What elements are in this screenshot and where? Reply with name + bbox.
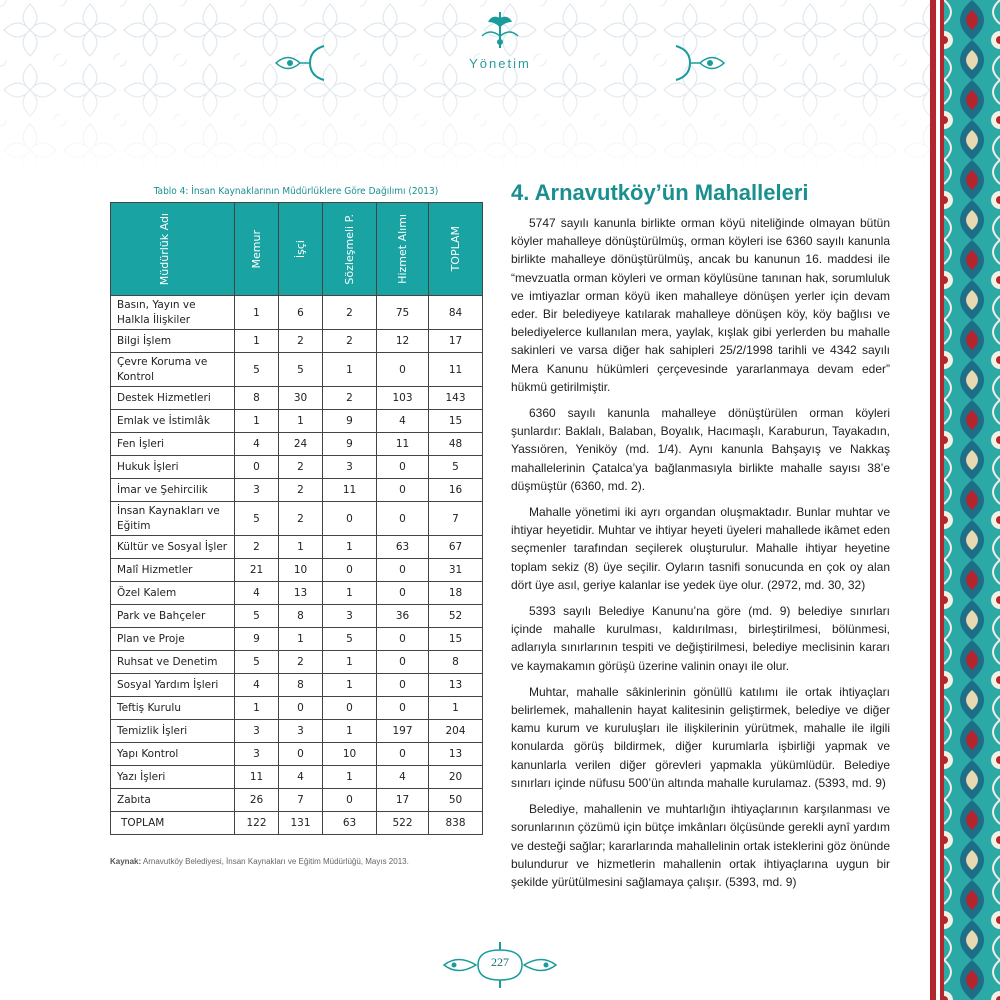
table-cell: 2: [279, 479, 323, 502]
table-row: [111, 582, 483, 605]
table-row: [111, 559, 483, 582]
table-cell: 21: [235, 559, 279, 582]
table-row: [111, 628, 483, 651]
paragraph-6: Belediye, mahallenin ve muhtarlığın ihtiyaçlarının karşılanması ve sorunlarının çözümü için bütçe imkânları ölçüsünde gerekli aynî yardım ve desteği sağlar; kararlarında mahallelinin ortak isteklerini göz önünde bulundurur ve hizmetlerin mahallenin ortak ihtiyaçlarına uygun bir şekilde yürütülmesini sağlamaya çalışır. (5393, md. 9): [511, 802, 890, 889]
table-cell: 5: [323, 628, 377, 651]
table-cell: 48: [429, 433, 483, 456]
table-cell: 3: [235, 479, 279, 502]
table-cell: 1: [235, 330, 279, 353]
department-name: Çevre Koruma ve Kontrol: [111, 353, 235, 387]
table-cell: 11: [429, 353, 483, 387]
table-cell: 1: [323, 651, 377, 674]
table-cell: 4: [279, 766, 323, 789]
table-cell: 5: [235, 651, 279, 674]
table-cell: 13: [429, 743, 483, 766]
table-row: [111, 743, 483, 766]
paragraph-4: 5393 sayılı Belediye Kanunu’na göre (md. 9) belediye sınırları içinde mahalle kurulması, kaldırılması, birleştirilmesi, bölünmesi, adlarıyla sınırlarının tespiti ve değiştirilmesi, belediye meclisinin kararı ve kaymakamın görüşü üzerine valinin onayı ile olur.: [511, 604, 890, 673]
department-name: Ruhsat ve Denetim: [111, 651, 235, 674]
section-body: [511, 214, 890, 899]
table-row: [111, 410, 483, 433]
table-cell: 2: [279, 651, 323, 674]
right-decorative-border: [930, 0, 1000, 1000]
table-caption: Tablo 4: İnsan Kaynaklarının Müdürlüklere Göre Dağılımı (2013): [153, 186, 439, 197]
department-name: Temizlik İşleri: [111, 720, 235, 743]
paragraph-1: 5747 sayılı kanunla birlikte orman köyü niteliğinde olmayan bütün köyler mahalleye dönüştürülmüş, orman köyleri ise 6360 sayılı kanunla birlikte mahalleye dönüştürülmüş, ancak bu kanunun 16. maddesi ile “mevzuatla orman köyleri ve orman köylüsüne tanınan hak, sorumluluk ve imtiyazlar orman köyü iken mahalleye dönüşen yerler için devam eder. Bir belediyeye katılarak mahalleye dönüşen köy, köy bağlısı ve belediyelerce kullanılan mera, yaylak, kışlak gibi yerlerden bu mahalle sakinleri ve varsa diğer hak sahipleri 25/2/1998 tarihli ve 4342 sayılı Mera Kanunu hükümleri çerçevesinde yararlanmaya devam eder” hükmü getirilmiştir.: [511, 216, 890, 394]
department-name: İnsan Kaynakları ve Eğitim: [111, 502, 235, 536]
table-cell: 0: [377, 479, 429, 502]
table-cell: 7: [279, 789, 323, 812]
table-cell: 36: [377, 605, 429, 628]
table-cell: 0: [235, 456, 279, 479]
table-cell: 2: [323, 387, 377, 410]
table-cell: 1: [323, 674, 377, 697]
table-cell: 10: [323, 743, 377, 766]
header-ornament-right-icon: [670, 42, 730, 84]
table-cell: 5: [429, 456, 483, 479]
table-cell: 8: [279, 674, 323, 697]
table-row: [111, 456, 483, 479]
table-cell: 16: [429, 479, 483, 502]
table-row: [111, 697, 483, 720]
table-cell: 4: [377, 766, 429, 789]
table-cell: 197: [377, 720, 429, 743]
table-cell: 63: [377, 536, 429, 559]
table-cell: 143: [429, 387, 483, 410]
paragraph-5: Muhtar, mahalle sâkinlerinin gönüllü katılımı ile ortak ihtiyaçları belirlemek, mahallenin hayat kalitesinin geliştirmek, belediye ve diğer kamu kurum ve kuruluşları ile ilişkilerinin yürütmek, mahalle ile ilgili konularda görüş bildirmek, diğer kurumlarla işbirliği yapmak ve kanunlarla verilen diğer görevleri yapmakla yükümlüdür. Belediye sınırları içinde nüfusu 500’ün altında mahalle kurulamaz. (5393, md. 9): [511, 684, 890, 790]
table-cell: 8: [429, 651, 483, 674]
table-cell: 30: [279, 387, 323, 410]
department-name: Emlak ve İstimlâk: [111, 410, 235, 433]
table-cell: 8: [279, 605, 323, 628]
table-cell: 17: [429, 330, 483, 353]
department-name: Hukuk İşleri: [111, 456, 235, 479]
table-cell: 75: [377, 296, 429, 330]
table-cell: 3: [323, 456, 377, 479]
department-name: Malî Hizmetler: [111, 559, 235, 582]
table-cell: 9: [323, 433, 377, 456]
table-cell: 1: [235, 697, 279, 720]
department-name: Basın, Yayın ve Halkla İlişkiler: [111, 296, 235, 330]
table-row: [111, 433, 483, 456]
department-name: Zabıta: [111, 789, 235, 812]
table-cell: 2: [235, 536, 279, 559]
table-cell: 0: [377, 582, 429, 605]
table-cell: 204: [429, 720, 483, 743]
paragraph-2: 6360 sayılı kanunla mahalleye dönüştürülen orman köyleri şunlardır: Baklalı, Balaban, Boyalık, Hacımaşlı, Karaburun, Tayakadın, Yassıören, Yeniköy (md. 1/4). Aynı kanunla Bahşayış ve Nakkaş mahallelerinin Çatalca’ya bağlanmasıyla birlikte mahalle sayısı 38’e düşmüştür (6360, md. 2).: [511, 406, 890, 493]
department-name: Yazı İşleri: [111, 766, 235, 789]
table-cell: 2: [279, 456, 323, 479]
table-row: [111, 502, 483, 536]
table-row: [111, 479, 483, 502]
total-cell: 838: [429, 812, 483, 835]
table-cell: 0: [377, 651, 429, 674]
table-cell: 1: [323, 536, 377, 559]
table-cell: 5: [235, 502, 279, 536]
table-row: [111, 789, 483, 812]
table-cell: 1: [279, 536, 323, 559]
table-total-row: [111, 812, 483, 835]
table-cell: 15: [429, 628, 483, 651]
table-cell: 7: [429, 502, 483, 536]
col-header-civil-servant: Memur: [235, 203, 279, 296]
department-name: Fen İşleri: [111, 433, 235, 456]
table-cell: 0: [377, 674, 429, 697]
table-cell: 0: [377, 743, 429, 766]
total-label: TOPLAM: [111, 812, 235, 835]
paragraph-3: Mahalle yönetimi iki ayrı organdan oluşmaktadır. Bunlar muhtar ve ihtiyar heyetidir. Muhtar ve ihtiyar heyeti üyeleri mahallede ikâmet eden seçmenler tarafından seçilerek oluşturulur. Mahalle ihtiyar heyetine toplam sekiz (8) üye seçilir. Oyların tasnifi sonucunda en çok oy alan dört üye asıl, geriye kalanlar ise yedek üye olur. (2972, md. 30, 32): [511, 505, 890, 592]
table-cell: 1: [323, 766, 377, 789]
table-cell: 9: [235, 628, 279, 651]
table-cell: 0: [377, 628, 429, 651]
source-label: Kaynak:: [110, 857, 142, 866]
table-cell: 0: [377, 353, 429, 387]
chapter-title: Yönetim: [469, 56, 531, 71]
department-name: Kültür ve Sosyal İşler: [111, 536, 235, 559]
department-name: Park ve Bahçeler: [111, 605, 235, 628]
table-cell: 24: [279, 433, 323, 456]
table-cell: 0: [323, 559, 377, 582]
department-name: Yapı Kontrol: [111, 743, 235, 766]
table-cell: 0: [323, 697, 377, 720]
col-header-contracted: Sözleşmeli P.: [323, 203, 377, 296]
department-name: Özel Kalem: [111, 582, 235, 605]
table-row: [111, 766, 483, 789]
page-number: 227: [491, 955, 509, 969]
table-cell: 26: [235, 789, 279, 812]
table-cell: 1: [279, 410, 323, 433]
table-cell: 2: [323, 296, 377, 330]
source-text: Arnavutköy Belediyesi, İnsan Kaynakları ve Eğitim Müdürlüğü, Mayıs 2013.: [142, 857, 409, 866]
table-cell: 1: [235, 296, 279, 330]
table-row: [111, 651, 483, 674]
col-header-department: Müdürlük Adı: [111, 203, 235, 296]
table-cell: 9: [323, 410, 377, 433]
col-header-total: TOPLAM: [429, 203, 483, 296]
total-cell: 131: [279, 812, 323, 835]
table-row: [111, 720, 483, 743]
table-cell: 4: [235, 674, 279, 697]
table-cell: 11: [377, 433, 429, 456]
table-cell: 67: [429, 536, 483, 559]
table-cell: 0: [377, 456, 429, 479]
table-cell: 13: [279, 582, 323, 605]
table-cell: 31: [429, 559, 483, 582]
table-cell: 50: [429, 789, 483, 812]
table-cell: 17: [377, 789, 429, 812]
department-name: Teftiş Kurulu: [111, 697, 235, 720]
table-cell: 103: [377, 387, 429, 410]
table-cell: 5: [235, 353, 279, 387]
table-cell: 1: [323, 582, 377, 605]
table-cell: 2: [279, 330, 323, 353]
table-cell: 12: [377, 330, 429, 353]
table-row: [111, 296, 483, 330]
table-cell: 0: [377, 697, 429, 720]
table-cell: 84: [429, 296, 483, 330]
header-ornament-top-icon: [470, 10, 530, 50]
table-row: [111, 330, 483, 353]
table-row: [111, 674, 483, 697]
table-cell: 5: [279, 353, 323, 387]
department-name: Plan ve Proje: [111, 628, 235, 651]
table-cell: 11: [323, 479, 377, 502]
table-cell: 11: [235, 766, 279, 789]
table-cell: 8: [235, 387, 279, 410]
table-cell: 4: [235, 433, 279, 456]
staff-distribution-table: [110, 202, 483, 835]
total-cell: 122: [235, 812, 279, 835]
table-cell: 20: [429, 766, 483, 789]
table-cell: 4: [235, 582, 279, 605]
table-cell: 3: [235, 743, 279, 766]
section-heading: 4. Arnavutköy’ün Mahalleleri: [511, 180, 809, 205]
table-cell: 1: [323, 720, 377, 743]
table-row: [111, 353, 483, 387]
department-name: Destek Hizmetleri: [111, 387, 235, 410]
table-cell: 18: [429, 582, 483, 605]
table-cell: 52: [429, 605, 483, 628]
table-cell: 3: [279, 720, 323, 743]
table-cell: 0: [323, 789, 377, 812]
table-cell: 15: [429, 410, 483, 433]
table-row: [111, 605, 483, 628]
table-row: [111, 387, 483, 410]
table-cell: 3: [235, 720, 279, 743]
department-name: Sosyal Yardım İşleri: [111, 674, 235, 697]
table-cell: 2: [279, 502, 323, 536]
table-cell: 0: [323, 502, 377, 536]
table-cell: 1: [323, 353, 377, 387]
total-cell: 522: [377, 812, 429, 835]
table-cell: 1: [279, 628, 323, 651]
header-ornament-left-icon: [270, 42, 330, 84]
table-cell: 10: [279, 559, 323, 582]
table-cell: 0: [279, 697, 323, 720]
col-header-service-purchase: Hizmet Alımı: [377, 203, 429, 296]
col-header-worker: İşçi: [279, 203, 323, 296]
department-name: Bilgi İşlem: [111, 330, 235, 353]
table-cell: 1: [235, 410, 279, 433]
table-row: [111, 536, 483, 559]
table-cell: 1: [429, 697, 483, 720]
table-cell: 13: [429, 674, 483, 697]
table-cell: 2: [323, 330, 377, 353]
department-name: İmar ve Şehircilik: [111, 479, 235, 502]
total-cell: 63: [323, 812, 377, 835]
table-cell: 4: [377, 410, 429, 433]
table-cell: 5: [235, 605, 279, 628]
table-header-row: [111, 203, 483, 296]
table-cell: 0: [377, 502, 429, 536]
table-source-note: [110, 857, 409, 866]
table-cell: 0: [279, 743, 323, 766]
table-cell: 3: [323, 605, 377, 628]
table-cell: 0: [377, 559, 429, 582]
table-cell: 6: [279, 296, 323, 330]
